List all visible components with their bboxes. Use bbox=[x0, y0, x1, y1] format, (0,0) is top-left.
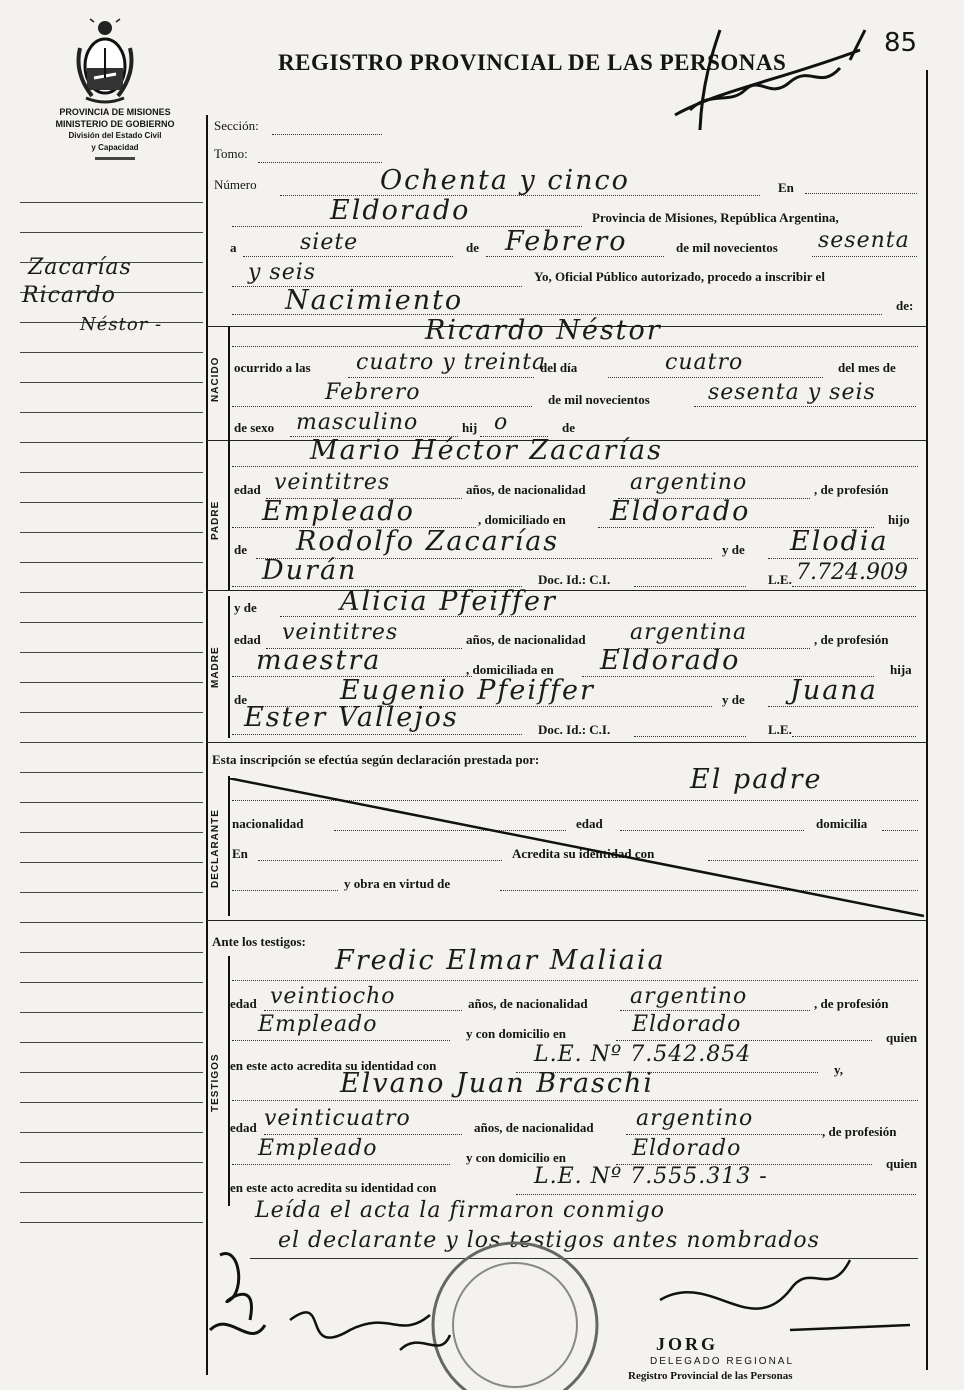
label-ocurrido: ocurrido a las bbox=[234, 360, 311, 375]
page-title: REGISTRO PROVINCIAL DE LAS PERSONAS bbox=[278, 50, 787, 75]
label-con-dom-t2: y con domicilio en bbox=[466, 1150, 567, 1165]
value-mes: Febrero bbox=[505, 226, 628, 257]
value-padre-le: 7.724.909 bbox=[796, 560, 908, 585]
label-acredita-t1: en este acto acredita su identidad con bbox=[230, 1058, 437, 1073]
label-de-1: de bbox=[466, 240, 479, 255]
value-t2-nac: argentino bbox=[636, 1106, 754, 1131]
value-localidad: Eldorado bbox=[330, 195, 471, 226]
label-en: En bbox=[778, 180, 794, 195]
label-anos-t1: años, de nacionalidad bbox=[468, 996, 588, 1011]
label-provincia: Provincia de Misiones, República Argentina, bbox=[592, 210, 839, 225]
value-padre-dom: Eldorado bbox=[610, 496, 751, 527]
agency-block bbox=[22, 106, 208, 160]
label-nacionalidad-decl: nacionalidad bbox=[232, 816, 304, 831]
label-esta-inscripcion: Esta inscripción se efectúa según declaración prestada por: bbox=[212, 752, 540, 767]
stamp-name: JORG bbox=[656, 1334, 719, 1354]
label-hij: hij bbox=[462, 420, 478, 435]
page-number: 85 bbox=[884, 28, 918, 58]
label-y-de-padre: y de bbox=[722, 542, 745, 557]
label-yo-oficial: Yo, Oficial Público autorizado, procedo a inscribir el bbox=[534, 269, 825, 284]
value-madre-nac: argentina bbox=[630, 620, 748, 645]
value-padre-y-de: Elodia bbox=[790, 526, 889, 557]
margin-note-1: Zacarías bbox=[28, 255, 132, 280]
agency-line-1: PROVINCIA DE MISIONES bbox=[59, 107, 171, 117]
label-hijo: hijo bbox=[888, 512, 910, 527]
value-padre-nac: argentino bbox=[630, 470, 748, 495]
signatures-bottom bbox=[190, 1230, 930, 1380]
label-ante-testigos: Ante los testigos: bbox=[212, 934, 306, 949]
agency-line-3: División del Estado Civil bbox=[68, 131, 162, 140]
label-a: a bbox=[230, 240, 237, 255]
section-nacido: NACIDO bbox=[210, 356, 221, 402]
value-t1-nombre: Fredic Elmar Maliaia bbox=[335, 945, 666, 976]
left-border bbox=[206, 115, 208, 1375]
value-padre-prof: Empleado bbox=[262, 496, 415, 527]
value-anio-1: sesenta bbox=[818, 228, 910, 253]
value-dia: siete bbox=[300, 230, 359, 255]
label-edad-padre: edad bbox=[234, 482, 261, 497]
label-seccion: Sección: bbox=[214, 118, 259, 133]
value-numero: Ochenta y cinco bbox=[380, 165, 630, 196]
value-t1-nac: argentino bbox=[630, 984, 748, 1009]
value-t1-prof: Empleado bbox=[258, 1012, 378, 1037]
label-edad-madre: edad bbox=[234, 632, 261, 647]
signature-top bbox=[660, 20, 880, 140]
value-madre-prof: maestra bbox=[256, 645, 382, 676]
label-hija: hija bbox=[890, 662, 912, 677]
value-hij-suffix: o bbox=[494, 410, 509, 435]
label-prof-t2: , de profesión bbox=[822, 1124, 897, 1139]
value-acto: Nacimiento bbox=[285, 285, 464, 316]
value-t2-edad: veinticuatro bbox=[264, 1106, 411, 1131]
value-anio-nac: sesenta y seis bbox=[708, 380, 876, 405]
margin-note-2: Ricardo bbox=[22, 283, 116, 308]
value-sexo: masculino bbox=[296, 410, 419, 435]
value-madre-dom: Eldorado bbox=[600, 645, 741, 676]
label-prof-padre: , de profesión bbox=[814, 482, 889, 497]
section-madre: MADRE bbox=[210, 646, 221, 688]
value-t1-edad: veintiocho bbox=[270, 984, 396, 1009]
label-anos-madre: años, de nacionalidad bbox=[466, 632, 586, 647]
section-declarante: DECLARANTE bbox=[210, 809, 221, 888]
label-del-dia: del día bbox=[540, 360, 578, 375]
margin-note-3: Néstor - bbox=[80, 314, 163, 335]
value-madre-de: Eugenio Pfeiffer bbox=[340, 675, 595, 706]
label-de-sexo: de sexo bbox=[234, 420, 275, 435]
section-testigos: TESTIGOS bbox=[210, 1053, 221, 1112]
value-padre-nombre: Mario Héctor Zacarías bbox=[310, 435, 663, 466]
value-declarante: El padre bbox=[690, 764, 823, 795]
label-edad-decl: edad bbox=[576, 816, 603, 831]
value-hora: cuatro y treinta bbox=[356, 350, 547, 375]
right-border bbox=[926, 70, 928, 1370]
value-madre-edad: veintitres bbox=[282, 620, 399, 645]
label-edad-t2: edad bbox=[230, 1120, 257, 1135]
label-domiciliada: , domiciliada en bbox=[466, 662, 554, 677]
closing-line-2: el declarante y los testigos antes nombrados bbox=[278, 1228, 820, 1253]
value-anio-2: y seis bbox=[248, 260, 317, 285]
label-anos-padre: años, de nacionalidad bbox=[466, 482, 586, 497]
label-mil-nov: de mil novecientos bbox=[676, 240, 778, 255]
value-padre-edad: veintitres bbox=[274, 470, 391, 495]
cancel-line bbox=[228, 778, 928, 918]
value-nombre: Ricardo Néstor bbox=[425, 315, 662, 346]
label-de-padre: de bbox=[234, 542, 247, 557]
closing-line-1: Leída el acta la firmaron conmigo bbox=[255, 1198, 665, 1223]
coat-of-arms-icon bbox=[72, 18, 138, 104]
label-acredita-decl: Acredita su identidad con bbox=[512, 846, 655, 861]
label-en-decl: En bbox=[232, 846, 248, 861]
label-docid-madre: Doc. Id.: C.I. bbox=[538, 722, 611, 737]
label-numero: Número bbox=[214, 177, 257, 192]
label-acredita-t2: en este acto acredita su identidad con bbox=[230, 1180, 437, 1195]
label-y-coma: y, bbox=[834, 1062, 844, 1077]
label-prof-madre: , de profesión bbox=[814, 632, 889, 647]
value-t2-prof: Empleado bbox=[258, 1136, 378, 1161]
value-mes-nac: Febrero bbox=[325, 380, 421, 405]
value-t1-dom: Eldorado bbox=[632, 1012, 742, 1037]
label-de-mil-nov: de mil novecientos bbox=[548, 392, 650, 407]
agency-line-4: y Capacidad bbox=[91, 143, 139, 152]
label-anos-t2: años, de nacionalidad bbox=[474, 1120, 594, 1135]
value-dia-nac: cuatro bbox=[665, 350, 744, 375]
label-le-madre: L.E. bbox=[768, 722, 792, 737]
value-madre-madre-ap: Ester Vallejos bbox=[244, 702, 459, 733]
value-t1-id: L.E. Nº 7.542.854 bbox=[534, 1042, 752, 1067]
label-del-mes: del mes de bbox=[838, 360, 896, 375]
label-quien-t2: quien bbox=[886, 1156, 918, 1171]
value-madre-y-de: Juana bbox=[790, 675, 878, 706]
label-de-2: de bbox=[562, 420, 575, 435]
stamp-role: DELEGADO REGIONAL bbox=[650, 1356, 795, 1367]
label-y-de-madre-top: y de bbox=[234, 600, 257, 615]
value-madre-nombre: Alicia Pfeiffer bbox=[340, 586, 557, 617]
label-con-dom-t1: y con domicilio en bbox=[466, 1026, 567, 1041]
label-le-padre: L.E. bbox=[768, 572, 792, 587]
agency-line-2: MINISTERIO DE GOBIERNO bbox=[55, 119, 175, 129]
value-padre-madre-ap: Durán bbox=[262, 555, 358, 586]
value-t2-dom: Eldorado bbox=[632, 1136, 742, 1161]
label-prof-t1: , de profesión bbox=[814, 996, 889, 1011]
label-de-madre: de bbox=[234, 692, 247, 707]
label-quien-t1: quien bbox=[886, 1030, 918, 1045]
label-edad-t1: edad bbox=[230, 996, 257, 1011]
label-tomo: Tomo: bbox=[214, 146, 248, 161]
stamp-office: Registro Provincial de las Personas bbox=[628, 1370, 793, 1382]
value-padre-de: Rodolfo Zacarías bbox=[296, 526, 560, 557]
label-de-colon: de: bbox=[896, 298, 914, 313]
section-padre: PADRE bbox=[210, 500, 221, 540]
label-domiciliado: , domiciliado en bbox=[478, 512, 566, 527]
label-y-de-madre: y de bbox=[722, 692, 745, 707]
value-t2-nombre: Elvano Juan Braschi bbox=[340, 1068, 655, 1099]
label-obra-decl: y obra en virtud de bbox=[344, 876, 451, 891]
label-docid-padre: Doc. Id.: C.I. bbox=[538, 572, 611, 587]
value-t2-id: L.E. Nº 7.555.313 - bbox=[534, 1164, 768, 1189]
label-domicilia-decl: domicilia bbox=[816, 816, 868, 831]
